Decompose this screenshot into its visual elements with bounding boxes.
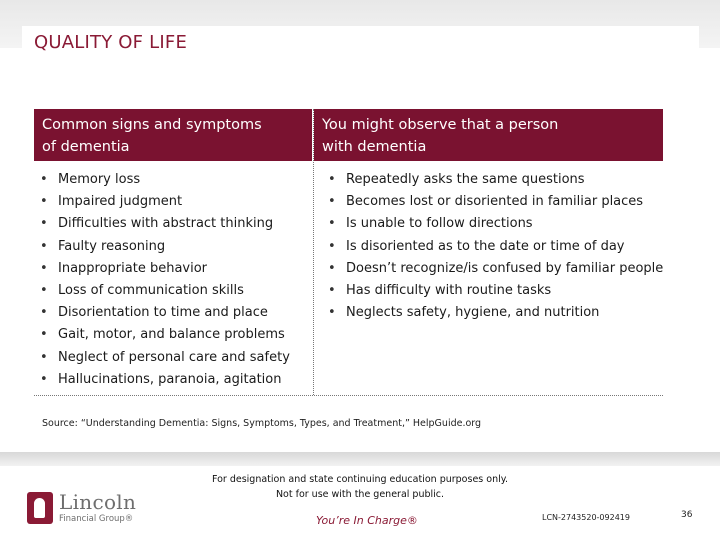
symptoms-list xyxy=(34,169,304,391)
list-item: • Loss of communication skills xyxy=(34,280,304,302)
lcn-code: LCN-2743520-092419 xyxy=(542,513,630,522)
lincoln-portrait-icon xyxy=(27,492,53,524)
disclaimer-line-2: Not for use with the general public. xyxy=(275,489,445,500)
list-item: • Disorientation to time and place xyxy=(34,302,304,324)
list-item: • Memory loss xyxy=(34,169,304,191)
symptoms-table xyxy=(34,109,663,396)
list-item: • Impaired judgment xyxy=(34,191,304,213)
left-header-line-1: Common signs and symptoms xyxy=(42,117,262,133)
list-item: • Inappropriate behavior xyxy=(34,258,304,280)
source-citation: Source: “Understanding Dementia: Signs, Symptoms, Types, and Treatment,” HelpGuide.org xyxy=(42,418,482,429)
list-item: • Becomes lost or disoriented in familiar places xyxy=(322,191,662,213)
bottom-band xyxy=(0,452,720,466)
logo-subtitle: Financial Group® xyxy=(59,514,134,524)
list-item: • Is disoriented as to the date or time of day xyxy=(322,236,662,258)
right-header-line-1: You might observe that a person xyxy=(322,117,559,133)
list-item: • Neglects safety, hygiene, and nutrition xyxy=(322,302,662,324)
left-header-line-2: of dementia xyxy=(42,139,130,155)
list-item: • Doesn’t recognize/is confused by familiar people xyxy=(322,258,662,280)
list-item: • Has difficulty with routine tasks xyxy=(322,280,662,302)
column-divider xyxy=(313,109,314,395)
slide-title: QUALITY OF LIFE xyxy=(34,32,188,53)
right-header-line-2: with dementia xyxy=(322,139,427,155)
list-item: • Hallucinations, paranoia, agitation xyxy=(34,369,304,391)
list-item: • Repeatedly asks the same questions xyxy=(322,169,662,191)
lincoln-logo xyxy=(27,490,157,526)
list-item: • Is unable to follow directions xyxy=(322,213,662,235)
list-item: • Faulty reasoning xyxy=(34,236,304,258)
logo-name: Lincoln xyxy=(59,490,137,514)
list-item: • Neglect of personal care and safety xyxy=(34,347,304,369)
list-item: • Difficulties with abstract thinking xyxy=(34,213,304,235)
page-number: 36 xyxy=(681,510,693,520)
disclaimer-line-1: For designation and state continuing education purposes only. xyxy=(211,474,509,485)
left-column-header xyxy=(34,109,312,161)
tagline: You’re In Charge® xyxy=(316,514,418,527)
disclaimer xyxy=(190,472,530,502)
observations-list xyxy=(322,169,662,324)
right-column-header xyxy=(314,109,663,161)
list-item: • Gait, motor, and balance problems xyxy=(34,324,304,346)
